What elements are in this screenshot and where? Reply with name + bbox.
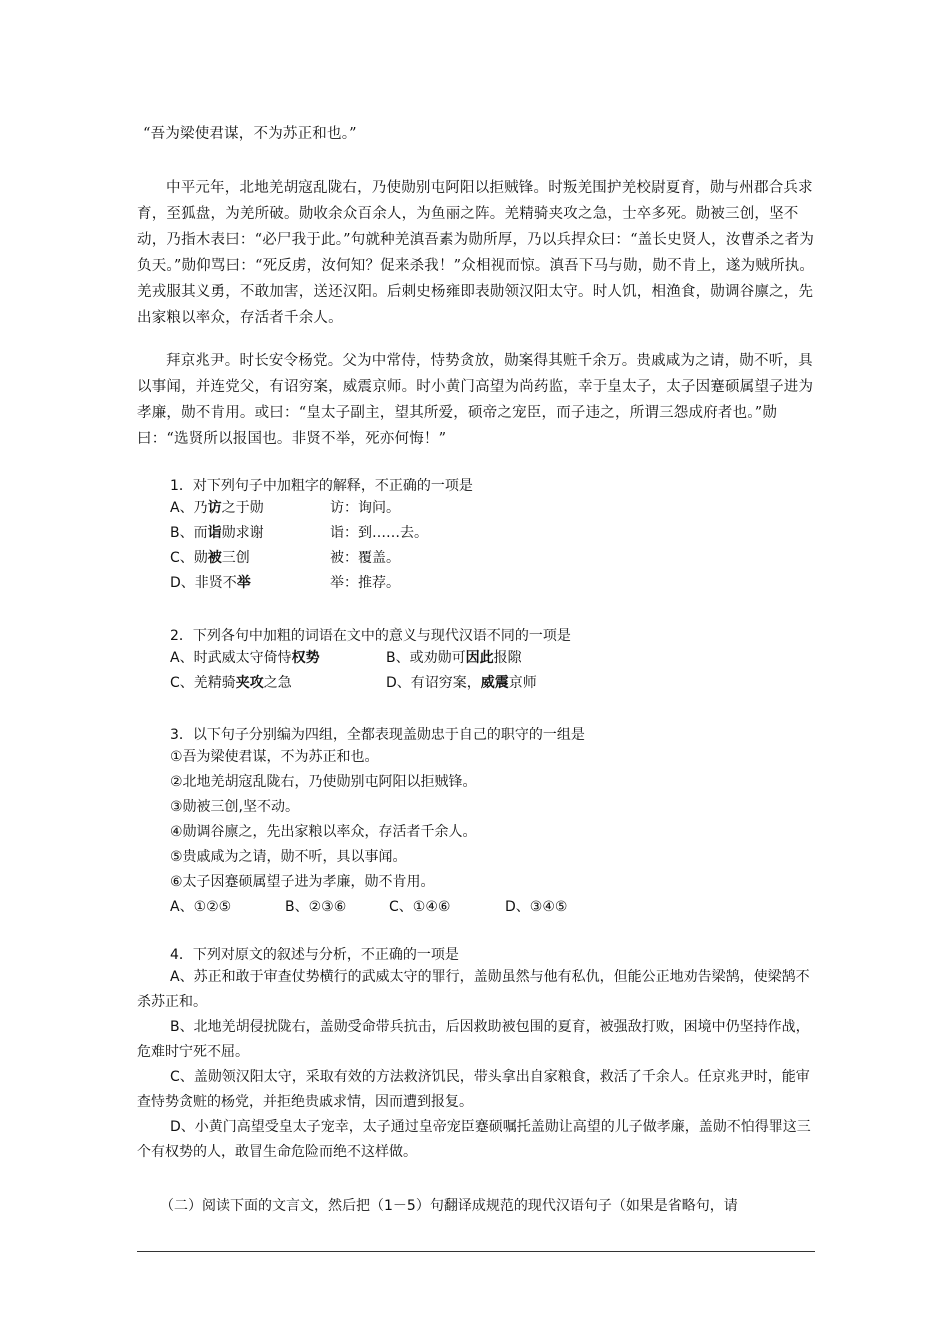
q2-option-c: C、羌精骑夹攻之急 [170, 675, 292, 691]
q3-choice-a: A、①②⑤ [170, 899, 232, 915]
q2-row-2 [170, 671, 537, 696]
q3-choice-b: B、②③⑥ [285, 899, 347, 915]
q3-item: ⑥太子因蹇硕属望子进为孝廉，勋不肯用。 [170, 874, 435, 890]
q3-stem: 3．以下句子分别编为四组，全都表现盖勋忠于自己的职守的一组是 [170, 727, 585, 743]
bold-word: 权势 [291, 650, 320, 666]
q4-option-b: B、北地羌胡侵扰陇右，盖勋受命带兵抗击，后因救助被包围的夏育，被强敌打败，困境中仍坚持作战，危难时宁死不屈。 [137, 1019, 810, 1060]
q2-option-d: D、有诏穷案，威震京师 [386, 675, 537, 691]
bold-word: 访 [207, 500, 222, 516]
quote-line: “吾为梁使君谋，不为苏正和也。” [143, 126, 357, 142]
q4-stem: 4．下列对原文的叙述与分析，不正确的一项是 [170, 947, 459, 963]
q4-options [137, 965, 823, 1165]
q2-options [170, 646, 537, 696]
q1-options [170, 496, 428, 596]
bold-word: 因此 [465, 650, 494, 666]
q3-item: ⑤贵戚咸为之请，勋不听，具以事闻。 [170, 849, 407, 865]
bold-word: 威震 [480, 675, 509, 691]
q2-row-1 [170, 646, 537, 671]
q3-item: ④勋调谷廪之，先出家粮以率众，存活者千余人。 [170, 824, 477, 840]
q1-option-b: B、而诣勋求谢 诣：到……去。 [170, 525, 428, 541]
q3-item: ②北地羌胡寇乱陇右，乃使勋别屯阿阳以拒贼锋。 [170, 774, 477, 790]
q3-item: ①吾为梁使君谋，不为苏正和也。 [170, 749, 379, 765]
q3-item: ③勋被三创,坚不动。 [170, 799, 300, 815]
q1-option-a: A、乃访之于勋 访：询问。 [170, 500, 400, 516]
q1-option-c: C、勋被三创 被：覆盖。 [170, 550, 400, 566]
q3-items [170, 745, 567, 920]
q3-choice-c: C、①④⑥ [389, 899, 451, 915]
footer-divider [137, 1251, 815, 1252]
bold-word: 被 [207, 550, 222, 566]
bold-word: 举 [236, 575, 251, 591]
q4-option-a: A、苏正和敢于审查仗势横行的武威太守的罪行，盖勋虽然与他有私仇，但能公正地劝告梁鹄，使梁鹄不杀苏正和。 [137, 969, 810, 1010]
bold-word: 夹攻 [235, 675, 264, 691]
q3-choice-d: D、③④⑤ [505, 899, 568, 915]
bold-word: 诣 [207, 525, 222, 541]
q1-stem: 1．对下列句子中加粗字的解释，不正确的一项是 [170, 478, 473, 494]
q2-option-b: B、或劝勋可因此报隙 [386, 650, 522, 666]
q2-option-a: A、时武威太守倚恃权势 [170, 650, 320, 666]
q4-option-c: C、盖勋领汉阳太守，采取有效的方法救济饥民，带头拿出自家粮食，救活了千余人。任京兆尹时，能审查恃势贪赃的杨党，并拒绝贵戚求情，因而遭到报复。 [137, 1069, 810, 1110]
q1-option-d: D、非贤不举 举：推荐。 [170, 575, 400, 591]
q3-choices [170, 895, 567, 920]
q2-stem: 2．下列各句中加粗的词语在文中的意义与现代汉语不同的一项是 [170, 628, 571, 644]
section-2-intro: （二）阅读下面的文言文，然后把（1－5）句翻译成规范的现代汉语句子（如果是省略句，请 [160, 1198, 738, 1214]
q4-option-d: D、小黄门高望受皇太子宠幸，太子通过皇帝宠臣蹇硕嘱托盖勋让高望的儿子做孝廉，盖勋不怕得罪这三个有权势的人，敢冒生命危险而绝不这样做。 [137, 1119, 811, 1160]
paragraph-zhongping: 中平元年，北地羌胡寇乱陇右，乃使勋别屯阿阳以拒贼锋。时叛羌围护羌校尉夏育，勋与州郡合兵求育，至狐盘，为羌所破。勋收余众百余人，为鱼丽之阵。羌精骑夹攻之急，士卒多死。勋被三创，坚不动，乃指木表曰：“必尸我于此。”句就种羌滇吾素为勋所厚，乃以兵捍众曰：“盖长史贤人，汝曹杀之者为负天。”勋仰骂曰：“死反虏，汝何知？促来杀我！”众相视而惊。滇吾下马与勋，勋不肯上，遂为贼所执。羌戎服其义勇，不敢加害，送还汉阳。后刺史杨雍即表勋领汉阳太守。时人饥，相渔食，勋调谷廪之，先出家粮以率众，存活者千余人。 [137, 180, 815, 326]
paragraph-jingzhaoyin: 拜京兆尹。时长安令杨党。父为中常侍，恃势贪放，勋案得其赃千余万。贵戚咸为之请，勋不听，具以事闻，并连党父，有诏穷案，威震京师。时小黄门高望为尚药监，幸于皇太子，太子因蹇硕属望子进为孝廉，勋不肯用。或曰：“皇太子副主，望其所爱，硕帝之宠臣，而子违之，所谓三怨成府者也。”勋曰：“选贤所以报国也。非贤不举，死亦何悔！” [137, 353, 814, 447]
